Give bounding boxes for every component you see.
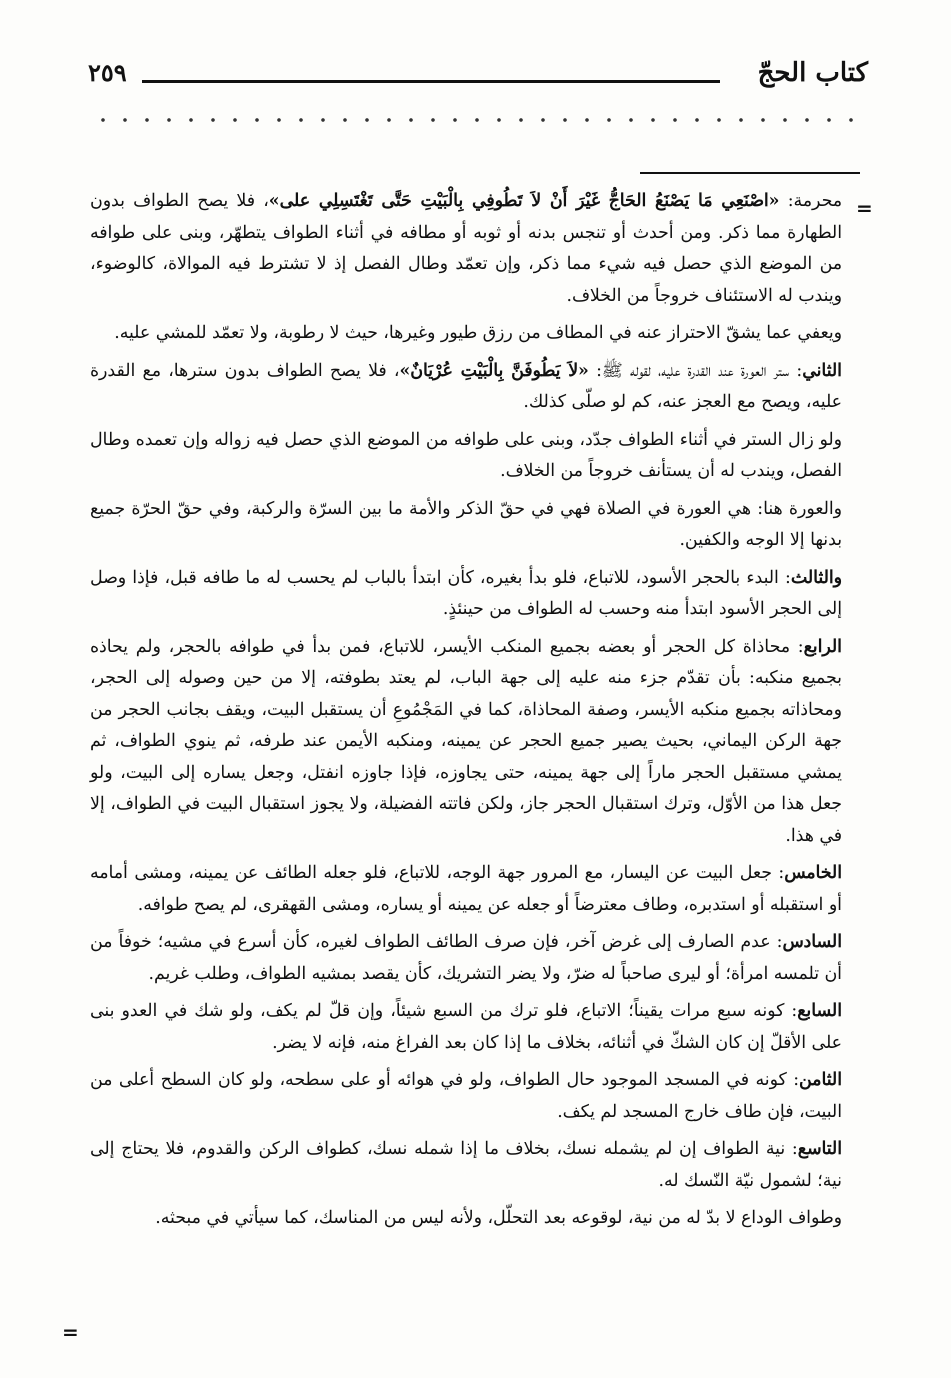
paragraph [90,318,842,350]
paragraph [90,858,842,921]
paragraph [90,186,842,312]
footnote-rule [640,172,860,174]
dotted-separator [92,114,867,126]
paragraph-text: : البدء بالحجر الأسود، للاتباع، فلو بدأ بغيره، كأن ابتدأ بالباب لم يحسب له ما طافه قبل، فإذا وصل إلى الحجر الأسود ابتدأ منه وحسب له الطواف من حينئذٍ. [90,567,842,619]
paragraph-text: ، فلا يصح الطواف بدون الطهارة مما ذكر. ومن أحدث أو تنجس بدنه أو ثوبه أو مطافه في أثناء الطواف يتطهّر، وبنى على طوافه من الموضع الذي حصل فيه شيء مما ذكر، وإن تعمّد وطال الفصل إذ لا تشترط فيه الموالاة، كالوضوء، ويندب له الاستئناف خروجاً من الخلاف. [90,191,842,306]
paragraph-text: : نية الطواف إن لم يشمله نسك، بخلاف ما إذا شمله نسك، كطواف الركن والقدوم، فلا يحتاج إلى نية؛ لشمول نيّة النّسك له. [90,1139,842,1191]
footnote-body [90,186,842,1241]
paragraph [90,425,842,488]
hadith-quote: «اصْنَعِي مَا يَصْنَعُ الحَاجُّ غَيْرَ أَنْ لاَ تَطُوفِي بِالْبَيْتِ حَتَّى تَغْتَسِلِي على» [268,191,780,211]
paragraph-text: : جعل البيت عن اليسار، مع المرور جهة الوجه، للاتباع، فلو جعله الطائف عن يمينه، ومشى أمامه أو استقبله أو استدبره، وطاف معترضاً أو جعله عن يمينه أو يساره، ومشى القهقرى، لم يصح طوافه. [90,863,842,915]
paragraph [90,494,842,557]
paragraph-lead: السادس [782,932,842,952]
paragraph-pre: محرمة: [779,191,842,211]
paragraph-text: والعورة هنا: هي العورة في الصلاة فهي في حقّ الذكر والأمة ما بين السرّة والركبة، وفي حقّ الحرّة جميع بدنها إلا الوجه والكفين. [90,498,842,550]
paragraph-text: ولو زال الستر في أثناء الطواف جدّد، وبنى على طوافه من الموضع الذي حصل فيه زواله وإن تعمده وطال الفصل، ويندب له أن يستأنف خروجاً من الخلاف. [90,429,842,481]
paragraph-lead: السابع [797,1001,842,1021]
paragraph-text: : محاذاة كل الحجر أو بعضه بجميع المنكب الأيسر، للاتباع، فمن بدأ في طوافه بالحجر، ولم يحاذه بجميع منكبه: بأن تقدّم جزء منه عليه إلى جهة الباب، لم يعتد بطوفته، إلا من حين وصوله إلى الحجر، ومحاذاته بجميع منكبه الأيسر، وصفة المحاذاة، كما في المَجْمُوعِ أن يستقبل البيت، ويقف بجانب الحجر من جهة الركن اليماني، بحيث يصير جميع الحجر عن يمينه، ومنكبه الأيمن عند طرفه، ثم ينوي الطواف، ثم يمشي مستقبل الحجر ماراً إلى جهة يمينه، حتى يجاوزه، فإذا جاوزه انفتل، وجعل يساره إلى البيت، ولو جعل هذا من الأوّل، وترك استقبال الحجر جاز، ولكن فاتته الفضيلة، ولا يجوز استقبال البيت في الطواف، إلا في هذا. [90,636,842,846]
paragraph [90,996,842,1059]
paragraph [90,356,842,419]
page-number: ٢٥٩ [88,58,127,87]
continuation-mark-bottom: = [62,1320,79,1344]
paragraph-lead: والثالث [790,567,842,588]
paragraph-lead: الثامن [799,1070,842,1090]
page-header [88,52,868,92]
paragraph-text: ، فلا يصح الطواف بدون سترها، مع القدرة عليه، ويصح مع العجز عنه، كم لو صلّى كذلك. [90,360,842,412]
paragraph [90,1203,842,1235]
paragraph-text: : عدم الصارف إلى غرض آخر، فإن صرف الطائف الطواف لغيره، كأن أسرع في مشيه؛ خوفاً من أن تلمسه امرأة؛ أو ليرى صاحباً له ضرّ، ولا يضر التشريك، كأن يقصد بمشيه الطواف، وطلب غريم. [90,932,842,984]
hadith-quote: «لاَ يَطُوفَنَّ بِالْبَيْتِ عُرْيَانٌ» [399,360,589,381]
paragraph-text: وطواف الوداع لا بدّ له من نية، لوقوعه بعد التحلّل، ولأنه ليس من المناسك، كما سيأتي في مبحثه. [155,1208,842,1228]
continuation-mark-top: = [856,196,873,220]
paragraph [90,632,842,853]
paragraph-lead: التاسع [797,1139,842,1159]
paragraph [90,927,842,990]
paragraph-text: : كونه سبع مرات يقيناً؛ الاتباع، فلو ترك من السبع شيئاً، وإن قلّ لم يكف، ولو شك في العدو بنى على الأقلّ إن كان الشكّ في أثنائه، بخلاف ما إذا كان بعد الفراغ منه، فإنه لا يضر. [90,1001,842,1053]
paragraph-pre: : ستر العورة عند القدرة عليه، لقوله ﷺ: [588,360,803,381]
paragraph-lead: الثاني [802,360,842,381]
paragraph [90,1134,842,1197]
paragraph-text: ويعفي عما يشقّ الاحتراز عنه في المطاف من رزق طيور وغيرها، حيث لا رطوبة، ولا تعمّد للمشي عليه. [114,323,842,343]
paragraph-text: : كونه في المسجد الموجود حال الطواف، ولو في هوائه أو على سطحه، ولو كان السطح أعلى من البيت، فإن طاف خارج المسجد لم يكف. [90,1070,842,1122]
paragraph [90,1065,842,1128]
paragraph [90,563,842,626]
chapter-title: كتاب الحجّ [757,58,868,88]
paragraph-lead: الرابع [803,636,842,657]
header-rule [142,80,720,83]
paragraph-lead: الخامس [784,863,842,883]
